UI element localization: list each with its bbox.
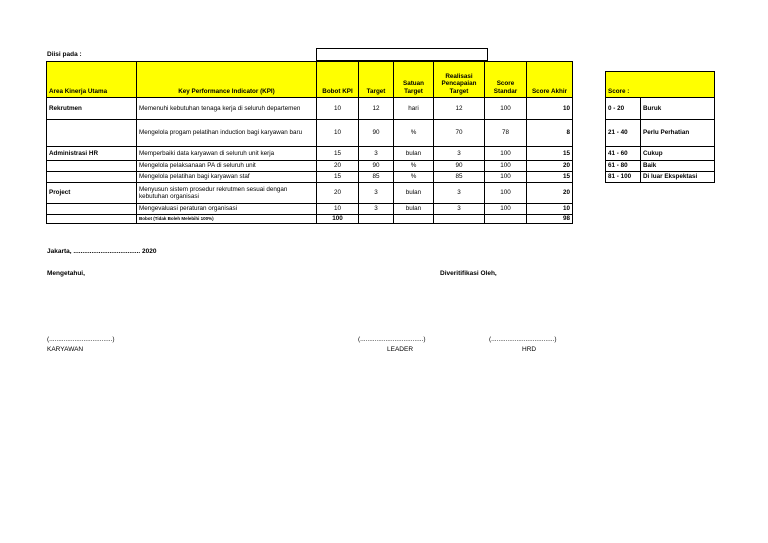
bobot-cell: 10: [317, 204, 359, 215]
score-range: 61 - 80: [606, 161, 641, 172]
target-cell: 85: [359, 172, 394, 183]
target-cell: 90: [359, 120, 394, 147]
score-title: Score :: [606, 72, 715, 98]
kpi-table: [46, 61, 573, 224]
area-cell: Rekrutmen: [47, 98, 137, 120]
kpi-cell: Menyusun sistem prosedur rekrutmen sesuai dengan kebutuhan organisasi: [137, 183, 317, 204]
score-label: Di luar Ekspektasi: [641, 172, 715, 183]
standar-cell: 100: [485, 172, 527, 183]
kpi-cell: Mengelola pelaksanaan PA di seluruh unit: [137, 161, 317, 172]
akhir-cell: 8: [527, 120, 573, 147]
table-row: [47, 120, 573, 147]
list-item: [606, 161, 715, 172]
kpi-cell: Mengelola progam pelatihan induction bagi karyawan baru: [137, 120, 317, 147]
list-item: [606, 120, 715, 147]
signature-line-hrd: (...................................): [489, 336, 557, 343]
satuan-cell: hari: [394, 98, 434, 120]
table-row: [47, 183, 573, 204]
table-row: [47, 98, 573, 120]
empty-cell: [434, 215, 485, 224]
akhir-cell: 10: [527, 98, 573, 120]
area-cell: [47, 120, 137, 147]
table-row: [47, 204, 573, 215]
kpi-cell: Mengevaluasi peraturan organisasi: [137, 204, 317, 215]
diisi-pada-label: Diisi pada :: [47, 51, 82, 58]
bobot-cell: 15: [317, 172, 359, 183]
col-area: Area Kinerja Utama: [47, 62, 137, 98]
realisasi-cell: 3: [434, 183, 485, 204]
kpi-cell: Memperbaiki data karyawan di seluruh unit kerja: [137, 147, 317, 161]
realisasi-cell: 85: [434, 172, 485, 183]
score-header-row: [606, 72, 715, 98]
kpi-cell: Mengelola pelatihan bagi karyawan staf: [137, 172, 317, 183]
score-range: 41 - 60: [606, 147, 641, 161]
bobot-cell: 10: [317, 98, 359, 120]
col-score-akhir: Score Akhir: [527, 62, 573, 98]
score-label: Baik: [641, 161, 715, 172]
score-range: 0 - 20: [606, 98, 641, 120]
table-row: [47, 172, 573, 183]
target-cell: 12: [359, 98, 394, 120]
realisasi-cell: 3: [434, 147, 485, 161]
total-akhir: 98: [527, 215, 573, 224]
total-row: [47, 215, 573, 224]
list-item: [606, 98, 715, 120]
satuan-cell: %: [394, 120, 434, 147]
target-cell: 3: [359, 183, 394, 204]
col-realisasi: Realisasi Pencapaian Target: [434, 62, 485, 98]
signature-line-karyawan: (...................................): [47, 336, 115, 343]
col-score-standar: Score Standar: [485, 62, 527, 98]
bobot-cell: 15: [317, 147, 359, 161]
akhir-cell: 15: [527, 172, 573, 183]
score-legend-table: [605, 71, 715, 183]
diisi-pada-field[interactable]: [316, 48, 488, 61]
realisasi-cell: 3: [434, 204, 485, 215]
standar-cell: 100: [485, 147, 527, 161]
kpi-header-row: [47, 62, 573, 98]
satuan-cell: %: [394, 161, 434, 172]
bobot-cell: 20: [317, 161, 359, 172]
score-range: 81 - 100: [606, 172, 641, 183]
akhir-cell: 20: [527, 183, 573, 204]
empty-cell: [485, 215, 527, 224]
area-cell: [47, 161, 137, 172]
area-cell: [47, 172, 137, 183]
empty-cell: [359, 215, 394, 224]
kpi-cell: Memenuhi kebutuhan tenaga kerja di seluruh departemen: [137, 98, 317, 120]
standar-cell: 100: [485, 204, 527, 215]
area-cell: Project: [47, 183, 137, 204]
akhir-cell: 10: [527, 204, 573, 215]
satuan-cell: bulan: [394, 204, 434, 215]
satuan-cell: bulan: [394, 183, 434, 204]
realisasi-cell: 90: [434, 161, 485, 172]
area-cell: [47, 204, 137, 215]
satuan-cell: %: [394, 172, 434, 183]
target-cell: 3: [359, 204, 394, 215]
karyawan-label: KARYAWAN: [47, 346, 84, 353]
score-label: Cukup: [641, 147, 715, 161]
realisasi-cell: 70: [434, 120, 485, 147]
empty-cell: [394, 215, 434, 224]
table-row: [47, 147, 573, 161]
list-item: [606, 172, 715, 183]
standar-cell: 78: [485, 120, 527, 147]
total-bobot: 100: [317, 215, 359, 224]
score-range: 21 - 40: [606, 120, 641, 147]
col-kpi: Key Performance Indicator (KPI): [137, 62, 317, 98]
score-label: Perlu Perhatian: [641, 120, 715, 147]
target-cell: 90: [359, 161, 394, 172]
col-target: Target: [359, 62, 394, 98]
total-label: Bobot (Tidak Boleh Melebihi 100%): [137, 215, 317, 224]
akhir-cell: 15: [527, 147, 573, 161]
akhir-cell: 20: [527, 161, 573, 172]
mengetahui-label: Mengetahui,: [47, 270, 85, 277]
standar-cell: 100: [485, 161, 527, 172]
standar-cell: 100: [485, 98, 527, 120]
table-row: [47, 161, 573, 172]
col-bobot: Bobot KPI: [317, 62, 359, 98]
place-date: Jakarta, ..................................... 2020: [47, 248, 157, 255]
list-item: [606, 147, 715, 161]
score-label: Buruk: [641, 98, 715, 120]
leader-label: LEADER: [387, 346, 414, 353]
total-spacer: [47, 215, 137, 224]
bobot-cell: 20: [317, 183, 359, 204]
standar-cell: 100: [485, 183, 527, 204]
area-cell: Administrasi HR: [47, 147, 137, 161]
satuan-cell: bulan: [394, 147, 434, 161]
realisasi-cell: 12: [434, 98, 485, 120]
bobot-cell: 10: [317, 120, 359, 147]
diverifikasi-label: Diveritifikasi Oleh,: [440, 270, 497, 277]
col-satuan: Satuan Target: [394, 62, 434, 98]
signature-line-leader: (...................................): [358, 336, 426, 343]
target-cell: 3: [359, 147, 394, 161]
hrd-label: HRD: [522, 346, 537, 353]
